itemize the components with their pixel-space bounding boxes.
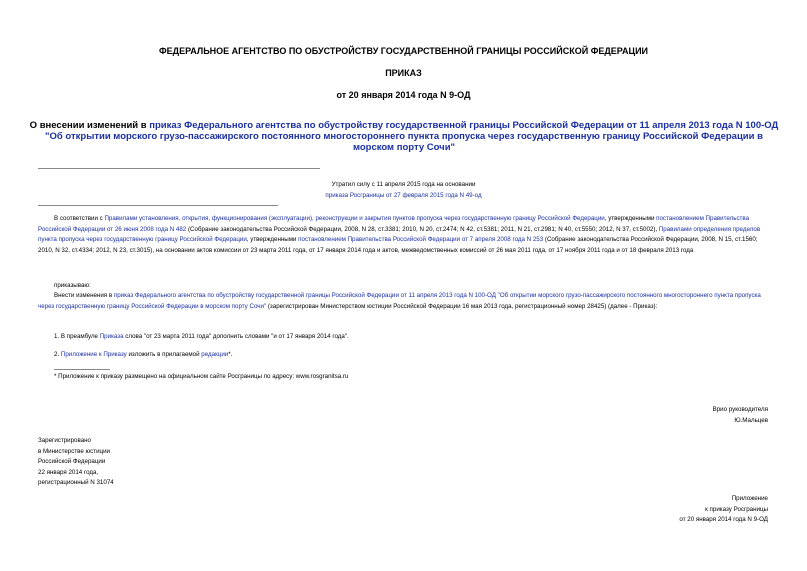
title-link[interactable]: приказ Федерального агентства по обустройству государственной границы Российской Федерации от 11 апреля 2013 года N 100-ОД "Об открытии морского грузо-пассажирского постоянного многостороннего пункта пропуска через государственную границу Российской Федерации в морском порту Сочи" (45, 120, 779, 153)
agency-name: ФЕДЕРАЛЬНОЕ АГЕНТСТВО ПО ОБУСТРОЙСТВУ ГОСУДАРСТВЕННОЙ ГРАНИЦЫ РОССИЙСКОЙ ФЕДЕРАЦИИ (158, 46, 649, 56)
item2-text-2: изложить в прилагаемой (126, 351, 202, 358)
intro-paragraph (38, 291, 769, 312)
link-rules-checkpoints[interactable]: Правилами установления, открытия, функционирования (эксплуатации), реконструкции и закрытия пунктов пропуска через государственную границу Российской Федерации (104, 215, 605, 222)
registration-block (38, 436, 338, 489)
registration-line-3: Российской Федерации (38, 458, 106, 466)
item-1 (54, 332, 769, 343)
title-prefix: О внесении изменений в (29, 120, 150, 131)
signature-position: Врио руководителя (712, 406, 768, 413)
registration-line-5: регистрационный N 31074 (38, 479, 114, 487)
doc-date: от 20 января 2014 года N 9-ОД (336, 90, 471, 100)
preamble (38, 214, 769, 256)
item1-text-2: слова "от 23 марта 2011 года" дополнить словами "и от 17 января 2014 года". (123, 333, 349, 340)
divider-bottom (38, 205, 278, 206)
intro-text-2: (зарегистрирован Министерством юстиции Российской Федерации 16 мая 2013 года, регистрационный номер 28425) (далее - Приказ): (266, 302, 658, 310)
status-link[interactable]: приказа Росграницы от 27 февраля 2015 года N 49-од (325, 191, 482, 199)
appendix-line-2: к приказу Росграницы (705, 505, 768, 513)
document-title (28, 120, 780, 153)
appendix-line-1: Приложение (731, 495, 768, 502)
registration-line-2: в Министерстве юстиции (38, 447, 111, 455)
item2-text-3: *. (228, 351, 233, 358)
signature-name: Ю.Мальцев (734, 416, 768, 424)
item-2 (54, 350, 769, 361)
link-edition[interactable]: редакции (201, 351, 229, 358)
doc-type: ПРИКАЗ (385, 68, 422, 78)
link-order[interactable]: Приказа (99, 333, 124, 340)
appendix-line-3: от 20 января 2014 года N 9-ОД (679, 516, 768, 524)
footnote: * Приложение к приказу размещено на официальном сайте Росграницы по адресу: www.rosgranitsa.ru (54, 373, 349, 380)
registration-line-1: Зарегистрировано (38, 437, 91, 444)
status-note (0, 180, 807, 201)
preamble-text-1: В соответствии с (54, 215, 105, 222)
link-decree-253[interactable]: постановлением Правительства Российской Федерации от 7 апреля 2008 года N 253 (298, 236, 544, 244)
footnote-divider (54, 369, 110, 370)
preamble-text-3: (Собрание законодательства Российской Федерации, 2008, N 28, ст.3381; 2010, N 20, ст.2474; N 42, ст.5381; 2011, N 21, ст.2981; N 40, ст.5550; 2012, N 37, ст.5002), (186, 225, 659, 233)
status-line-1: Утратил силу с 11 апреля 2015 года на основании (331, 181, 476, 188)
signature (560, 405, 768, 426)
link-order-100[interactable]: приказ Федерального агентства по обустройству государственной границы Российской Федерации от 11 апреля 2013 года N 100-ОД "Об открытии морского грузо-пассажирского постоянного многостороннего пункта пропуска через государственную границу Российской Федерации в морском порту Сочи" (38, 292, 761, 310)
order-word: приказываю: (54, 282, 91, 289)
divider-top (38, 168, 320, 169)
preamble-text-2: , утвержденными (604, 215, 657, 222)
preamble-text-5: (Собрание законодательства Российской Федерации, 2008, N 15, ст.1560; 2010, N 32, ст.4334; 2012, N 23, ст.3015), на основании актов комиссии от 23 марта 2011 года, от 17 января 2014 года и актов, межведомственных комиссий от 26 мая 2011 года, от 17 ноября 2011 года и от 18 февраля 2013 года (38, 236, 758, 254)
registration-line-4: 22 января 2014 года, (38, 468, 99, 476)
appendix-header (560, 494, 768, 526)
intro-text-1: Внести изменения в (54, 292, 114, 299)
preamble-text-4: , утвержденными (246, 236, 299, 244)
link-appendix[interactable]: Приложение к Приказу (60, 351, 127, 358)
item1-text-1: 1. В преамбуле (54, 333, 100, 340)
link-decree-482[interactable]: постановлением Правительства Российской Федерации от 26 июня 2008 года N 482 (38, 215, 750, 233)
link-rules-limits[interactable]: Правилами определения пределов пункта пропуска через государственную границу Российской Федерации (38, 225, 761, 244)
item2-text-1: 2. (54, 351, 61, 358)
